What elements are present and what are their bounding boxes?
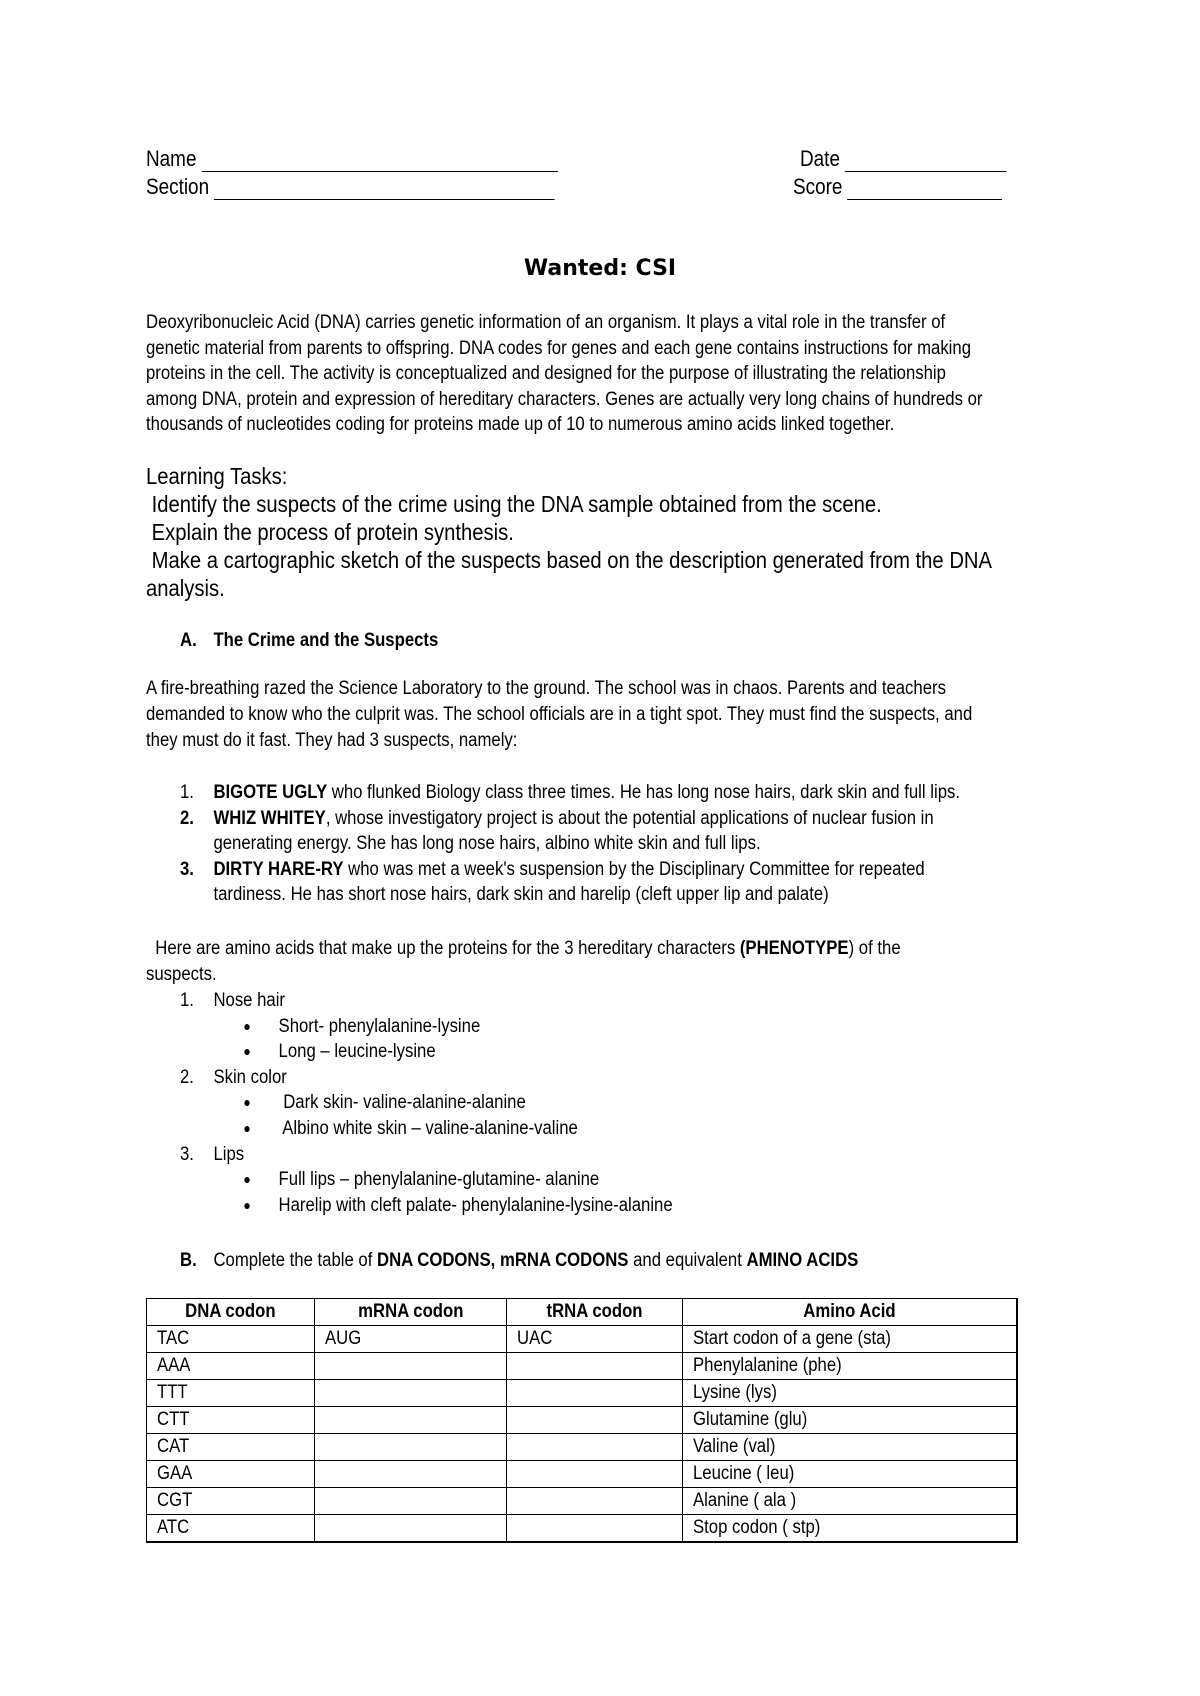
phenotype-item	[180, 1116, 673, 1142]
section-b-keyword: AMINO ACIDS	[746, 1250, 859, 1271]
intro-line: thousands of nucleotides coding for proteins made up of 10 to numerous amino acids linked together.	[146, 414, 895, 435]
bullet-icon: ●	[243, 1043, 251, 1060]
section-a-title: The Crime and the Suspects	[213, 630, 439, 651]
phenotype-intro-text: Here are amino acids that make up the proteins for the 3 hereditary characters	[146, 938, 740, 959]
section-b-letter: B.	[180, 1250, 197, 1271]
phenotype-intro-text: suspects.	[146, 964, 217, 985]
table-row	[147, 1380, 1018, 1407]
score-label: Score	[793, 174, 843, 199]
suspect-number: 3.	[180, 858, 194, 880]
table-row	[147, 1353, 1018, 1380]
amino-acid-cell: Glutamine (glu)	[682, 1407, 1017, 1434]
phenotype-number: 1.	[180, 990, 194, 1011]
suspect-number: 1.	[180, 782, 194, 803]
table-row	[147, 1407, 1018, 1434]
column-header: DNA codon	[147, 1299, 315, 1326]
tasks-heading: Learning Tasks:	[146, 463, 288, 489]
dna-codon-cell: AAA	[147, 1353, 315, 1380]
suspect-name: BIGOTE UGLY	[213, 782, 328, 803]
phenotype-number: 3.	[180, 1143, 194, 1165]
dna-codon-cell: TAC	[147, 1326, 315, 1353]
task-item: Explain the process of protein synthesis.	[146, 519, 514, 545]
mrna-codon-cell[interactable]	[314, 1461, 507, 1488]
amino-acid-cell: Alanine ( ala )	[682, 1488, 1017, 1515]
dna-codon-cell: ATC	[147, 1515, 315, 1543]
trna-codon-cell[interactable]	[507, 1515, 683, 1543]
section-a-heading	[180, 630, 438, 652]
suspect-item	[180, 857, 960, 908]
section-field[interactable]	[146, 174, 555, 200]
section-b-text: and equivalent	[628, 1250, 747, 1271]
amino-acid-cell: Start codon of a gene (sta)	[682, 1326, 1017, 1353]
phenotype-list	[180, 988, 673, 1218]
phenotype-item	[180, 1167, 673, 1193]
suspect-description: , whose investigatory project is about the potential applications of nuclear fusion in	[325, 807, 934, 829]
score-blank[interactable]	[848, 177, 1003, 200]
phenotype-item-text: Long – leucine-lysine	[278, 1041, 436, 1063]
date-field[interactable]	[800, 146, 1007, 172]
intro-paragraph	[146, 310, 982, 438]
section-a-letter: A.	[180, 630, 197, 651]
amino-acid-cell: Leucine ( leu)	[682, 1461, 1017, 1488]
phenotype-keyword: (PHENOTYPE	[739, 938, 849, 959]
phenotype-category	[180, 988, 673, 1014]
task-item: Identify the suspects of the crime using the DNA sample obtained from the scene.	[146, 491, 882, 517]
mrna-codon-cell[interactable]	[314, 1353, 507, 1380]
column-header: mRNA codon	[314, 1299, 507, 1326]
suspect-name: DIRTY HARE-RY	[213, 858, 344, 880]
crime-paragraph	[146, 676, 972, 754]
phenotype-category	[180, 1142, 673, 1168]
crime-line: A fire-breathing razed the Science Laboratory to the ground. The school was in chaos. Parents and teachers	[146, 678, 946, 699]
table-header-row	[147, 1299, 1018, 1326]
mrna-codon-cell[interactable]	[314, 1380, 507, 1407]
phenotype-label: Nose hair	[213, 990, 286, 1011]
page-title: Wanted: CSI	[523, 256, 677, 281]
section-b-keyword: DNA CODONS, mRNA CODONS	[377, 1250, 629, 1271]
name-blank[interactable]	[202, 149, 558, 172]
bullet-icon: ●	[243, 1196, 251, 1213]
task-item: Make a cartographic sketch of the suspects based on the description generated from the DNA	[146, 547, 993, 573]
phenotype-category	[180, 1065, 673, 1091]
table-row	[147, 1326, 1018, 1353]
dna-codon-cell: CTT	[147, 1407, 315, 1434]
phenotype-item-text: Full lips – phenylalanine-glutamine- alanine	[278, 1169, 600, 1191]
dna-codon-cell: GAA	[147, 1461, 315, 1488]
amino-acid-cell: Valine (val)	[682, 1434, 1017, 1461]
crime-line: they must do it fast. They had 3 suspects, namely:	[146, 730, 518, 751]
phenotype-number: 2.	[180, 1066, 194, 1088]
phenotype-label: Skin color	[213, 1066, 287, 1088]
phenotype-item-text: Albino white skin – valine-alanine-valine	[278, 1117, 578, 1139]
mrna-codon-cell[interactable]	[314, 1434, 507, 1461]
mrna-codon-cell[interactable]	[314, 1515, 507, 1543]
section-b-text: Complete the table of	[213, 1250, 378, 1271]
bullet-icon: ●	[243, 1094, 251, 1111]
section-blank[interactable]	[214, 177, 555, 200]
suspect-description: who was met a week's suspension by the Disciplinary Committee for repeated	[343, 858, 925, 880]
suspect-name: WHIZ WHITEY	[213, 807, 326, 829]
trna-codon-cell[interactable]	[507, 1380, 683, 1407]
section-label: Section	[146, 174, 210, 199]
trna-codon-cell[interactable]: UAC	[507, 1326, 683, 1353]
suspect-number: 2.	[180, 807, 194, 829]
mrna-codon-cell[interactable]	[314, 1488, 507, 1515]
phenotype-label: Lips	[213, 1143, 245, 1165]
bullet-icon: ●	[243, 1119, 251, 1136]
phenotype-item	[180, 1193, 673, 1219]
name-field[interactable]	[146, 146, 558, 172]
bullet-icon: ●	[243, 1017, 251, 1034]
phenotype-item-text: Harelip with cleft palate- phenylalanine-lysine-alanine	[278, 1194, 673, 1216]
trna-codon-cell[interactable]	[507, 1461, 683, 1488]
intro-line: among DNA, protein and expression of hereditary characters. Genes are actually very long chains of hundreds or	[146, 388, 983, 410]
dna-codon-cell: CGT	[147, 1488, 315, 1515]
dna-codon-cell: CAT	[147, 1434, 315, 1461]
amino-acid-cell: Phenylalanine (phe)	[682, 1353, 1017, 1380]
table-row	[147, 1488, 1018, 1515]
suspect-description: tardiness. He has short nose hairs, dark skin and harelip (cleft upper lip and palate)	[213, 884, 829, 905]
phenotype-intro	[146, 936, 901, 988]
date-label: Date	[800, 146, 840, 171]
score-field[interactable]	[793, 174, 1002, 200]
suspect-item	[180, 780, 960, 806]
trna-codon-cell[interactable]	[507, 1353, 683, 1380]
table-row	[147, 1461, 1018, 1488]
suspect-description: who flunked Biology class three times. He has long nose hairs, dark skin and full lips.	[327, 782, 960, 803]
intro-line: genetic material from parents to offspring. DNA codes for genes and each gene contains instructions for making	[146, 337, 971, 359]
mrna-codon-cell[interactable]	[314, 1407, 507, 1434]
name-label: Name	[146, 146, 197, 171]
intro-line: proteins in the cell. The activity is conceptualized and designed for the purpose of illustrating the relationship	[146, 363, 946, 384]
task-item: analysis.	[146, 575, 225, 601]
amino-acid-cell: Stop codon ( stp)	[682, 1515, 1017, 1543]
trna-codon-cell[interactable]	[507, 1488, 683, 1515]
learning-tasks	[146, 462, 992, 602]
trna-codon-cell[interactable]	[507, 1407, 683, 1434]
phenotype-item	[180, 1014, 673, 1040]
suspect-list	[180, 780, 960, 908]
mrna-codon-cell[interactable]: AUG	[314, 1326, 507, 1353]
phenotype-item-text: Dark skin- valine-alanine-alanine	[278, 1092, 526, 1114]
phenotype-item-text: Short- phenylalanine-lysine	[278, 1015, 481, 1037]
phenotype-item	[180, 1090, 673, 1116]
phenotype-intro-text: ) of the	[848, 938, 901, 959]
amino-acid-cell: Lysine (lys)	[682, 1380, 1017, 1407]
trna-codon-cell[interactable]	[507, 1434, 683, 1461]
column-header: tRNA codon	[507, 1299, 683, 1326]
dna-codon-cell: TTT	[147, 1380, 315, 1407]
column-header: Amino Acid	[682, 1299, 1017, 1326]
crime-line: demanded to know who the culprit was. The school officials are in a tight spot. They must find the suspects, and	[146, 704, 973, 725]
section-b-heading	[180, 1250, 858, 1272]
suspect-item	[180, 806, 960, 857]
bullet-icon: ●	[243, 1171, 251, 1188]
codon-table	[146, 1298, 1018, 1543]
date-blank[interactable]	[845, 149, 1007, 172]
suspect-description: generating energy. She has long nose hairs, albino white skin and full lips.	[213, 833, 761, 854]
table-row	[147, 1434, 1018, 1461]
intro-line: Deoxyribonucleic Acid (DNA) carries genetic information of an organism. It plays a vital role in the transfer of	[146, 312, 946, 333]
table-row	[147, 1515, 1018, 1543]
phenotype-item	[180, 1039, 673, 1065]
